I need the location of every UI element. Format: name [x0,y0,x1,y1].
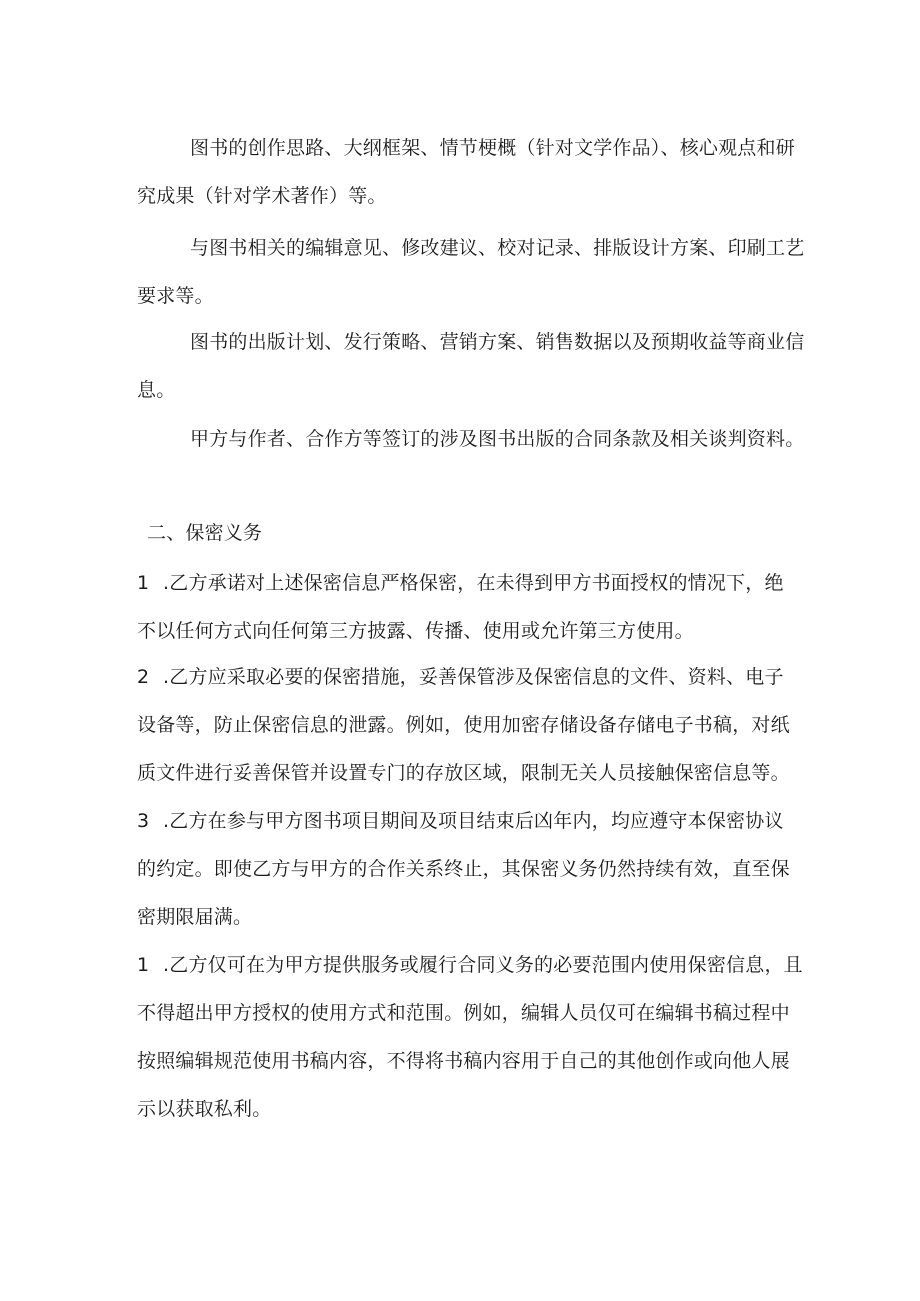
clause-text: .乙方在参与甲方图书项目期间及项目结束后凶年内，均应遵守本保密协议 [163,810,784,832]
clause-line: 的约定。即使乙方与甲方的合作关系终止，其保密义务仍然持续有效，直至保 [137,858,790,880]
paragraph-line: 究成果（针对学术著作）等。 [137,185,387,207]
paragraph-line: 要求等。 [137,285,214,307]
clause-number: 3 [137,810,150,832]
paragraph-line: 图书的出版计划、发行策略、营销方案、销售数据以及预期收益等商业信 [190,331,805,353]
clause-line: 不以任何方式向任何第三方披露、传播、使用或允许第三方使用。 [137,620,694,642]
clause-line: 密期限届满。 [137,906,253,928]
section-heading: 二、保密义务 [147,522,263,544]
paragraph-line: 与图书相关的编辑意见、修改建议、校对记录、排版设计方案、印刷工艺 [190,237,805,259]
clause-number: 1 [137,954,150,976]
clause-text: .乙方仅可在为甲方提供服务或履行合同义务的必要范围内使用保密信息，且 [163,954,803,976]
clause-line [137,808,784,834]
clause-line [137,952,803,978]
paragraph-line: 图书的创作思路、大纲框架、情节梗概（针对文学作品）、核心观点和研 [190,137,795,159]
clause-line: 示以获取私利。 [137,1098,272,1120]
clause-line [137,570,784,596]
paragraph-line: 息。 [137,379,176,401]
clause-text: .乙方承诺对上述保密信息严格保密，在未得到甲方书面授权的情况下，绝 [163,572,784,594]
clause-line: 不得超出甲方授权的使用方式和范围。例如，编辑人员仅可在编辑书稿过程中 [137,1002,790,1024]
clause-number: 2 [137,666,150,688]
clause-line [137,664,784,690]
paragraph-line: 甲方与作者、合作方等签订的涉及图书出版的合同条款及相关谈判资料。 [190,428,805,450]
clause-number: 1 [137,572,150,594]
clause-line: 质文件进行妥善保管并设置专门的存放区域，限制无关人员接触保密信息等。 [137,762,790,784]
clause-text: .乙方应采取必要的保密措施，妥善保管涉及保密信息的文件、资料、电子 [163,666,784,688]
clause-line: 按照编辑规范使用书稿内容，不得将书稿内容用于自己的其他创作或向他人展 [137,1050,790,1072]
clause-line: 设备等，防止保密信息的泄露。例如，使用加密存储设备存储电子书稿，对纸 [137,714,790,736]
